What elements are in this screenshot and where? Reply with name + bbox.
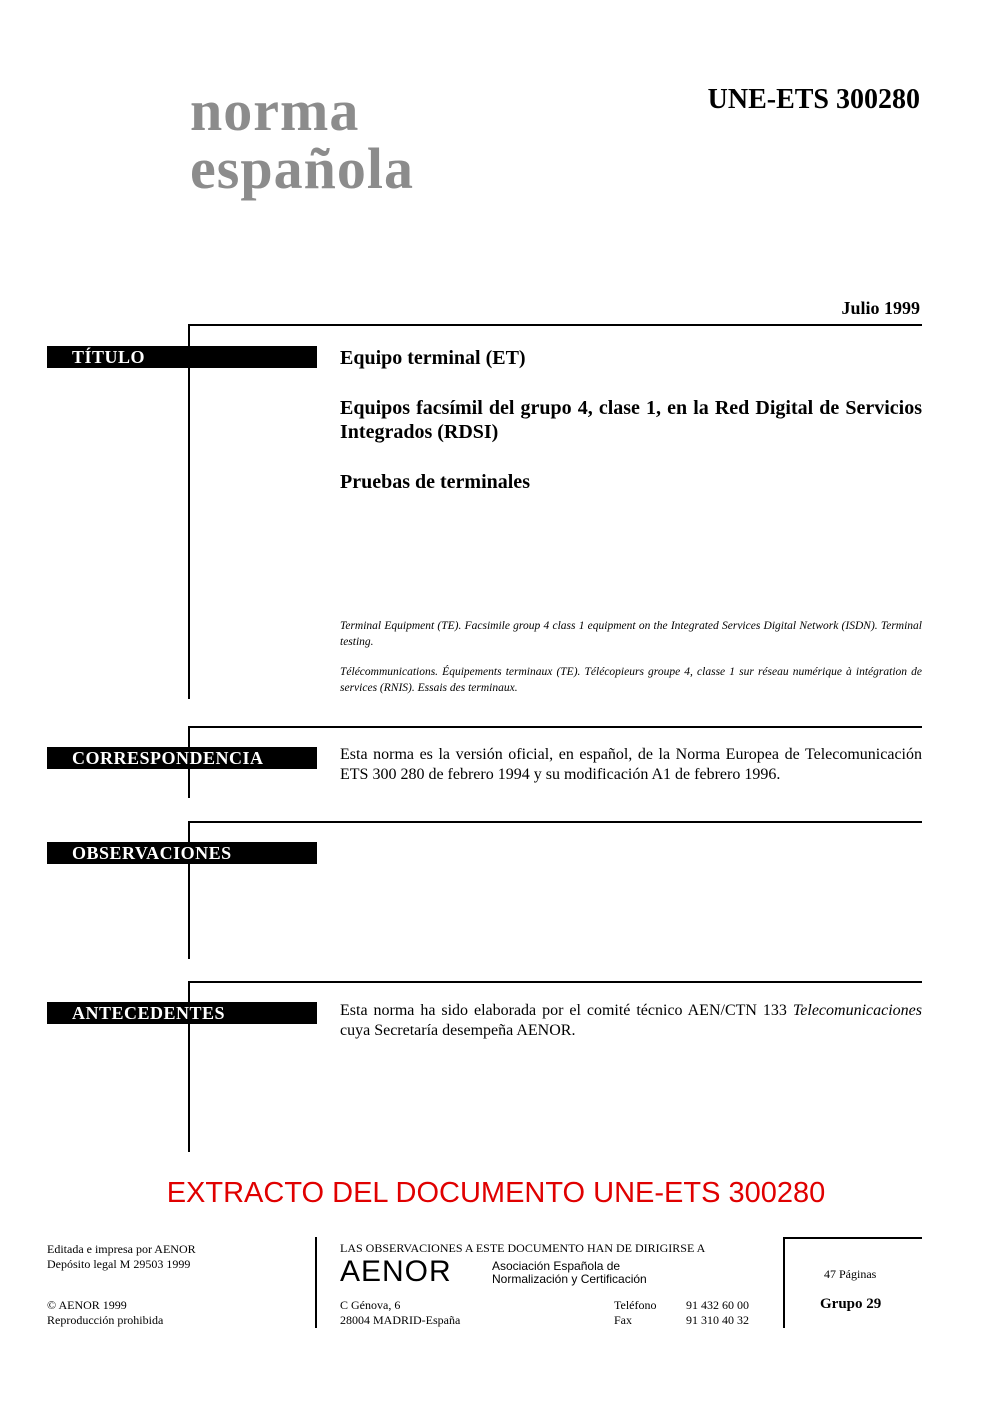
antecedentes-text-part2: cuya Secretaría desempeña AENOR. — [340, 1022, 576, 1039]
section-rule-antecedentes — [188, 981, 922, 983]
aenor-name-line-2: Normalización y Certificación — [492, 1272, 647, 1286]
brand-title — [190, 78, 414, 201]
footer-divider-left — [315, 1237, 317, 1328]
section-vrule-titulo — [188, 324, 190, 699]
contact-values — [686, 1298, 749, 1328]
title-line-1: Equipo terminal (ET) — [340, 347, 526, 369]
antecedentes-text-part1: Esta norma ha sido elaborada por el comité técnico AEN/CTN 133 — [340, 1002, 793, 1019]
title-line-3: Pruebas de terminales — [340, 471, 530, 493]
phone-label: Teléfono — [614, 1298, 657, 1312]
publication-date: Julio 1999 — [841, 298, 920, 318]
footer-divider-right — [783, 1237, 785, 1328]
aenor-address — [340, 1298, 460, 1328]
english-title: Terminal Equipment (TE). Facsimile group 4 class 1 equipment on the Integrated Services Digital Network (ISDN). Terminal testing. — [340, 620, 922, 648]
address-line-1: C Génova, 6 — [340, 1298, 401, 1312]
label-titulo: TÍTULO — [47, 346, 317, 368]
aenor-logo: AENOR — [340, 1255, 452, 1288]
standard-number: UNE-ETS 300280 — [707, 84, 920, 115]
section-rule-titulo — [188, 324, 922, 326]
title-line-2: Equipos facsímil del grupo 4, clase 1, en la Red Digital de Servicios Integrados (RDSI) — [340, 397, 922, 443]
fax-label: Fax — [614, 1313, 632, 1327]
footer-box-rule — [783, 1237, 922, 1239]
french-title: Télécommunications. Équipements terminaux (TE). Télécopieurs groupe 4, classe 1 sur réseau numérique à intégration de services (RNIS). Essais des terminaux. — [340, 666, 922, 694]
fax-value: 91 310 40 32 — [686, 1313, 749, 1327]
footer-deposit: Depósito legal M 29503 1999 — [47, 1257, 191, 1271]
page-count: 47 Páginas — [824, 1267, 877, 1281]
price-group: Grupo 29 — [820, 1296, 882, 1312]
footer-observations-notice: LAS OBSERVACIONES A ESTE DOCUMENTO HAN DE DIRIGIRSE A — [340, 1241, 706, 1255]
footer-reproduction: Reproducción prohibida — [47, 1313, 164, 1327]
phone-value: 91 432 60 00 — [686, 1298, 749, 1312]
aenor-full-name — [492, 1260, 647, 1286]
contact-labels — [614, 1298, 656, 1328]
section-rule-correspondencia — [188, 726, 922, 728]
aenor-name-line-1: Asociación Española de — [492, 1259, 621, 1273]
brand-line-2: española — [190, 136, 414, 201]
footer-edited: Editada e impresa por AENOR — [47, 1242, 196, 1256]
extract-watermark: EXTRACTO DEL DOCUMENTO UNE-ETS 300280 — [166, 1177, 826, 1209]
footer-copyright-info — [47, 1298, 163, 1328]
label-correspondencia: CORRESPONDENCIA — [47, 747, 317, 769]
footer-copyright: © AENOR 1999 — [47, 1298, 127, 1312]
correspondencia-text: Esta norma es la versión oficial, en español, de la Norma Europea de Telecomunicación ETS 300 280 de febrero 1994 y su modificación A1 de febrero 1996. — [340, 746, 922, 783]
address-line-2: 28004 MADRID-España — [340, 1313, 461, 1327]
brand-line-1: norma — [190, 78, 360, 143]
label-observaciones: OBSERVACIONES — [47, 842, 317, 864]
antecedentes-committee-name: Telecomunicaciones — [792, 1002, 922, 1019]
footer-edition-info — [47, 1242, 196, 1272]
antecedentes-text — [340, 1001, 922, 1041]
label-antecedentes: ANTECEDENTES — [47, 1002, 317, 1024]
section-rule-observaciones — [188, 821, 922, 823]
